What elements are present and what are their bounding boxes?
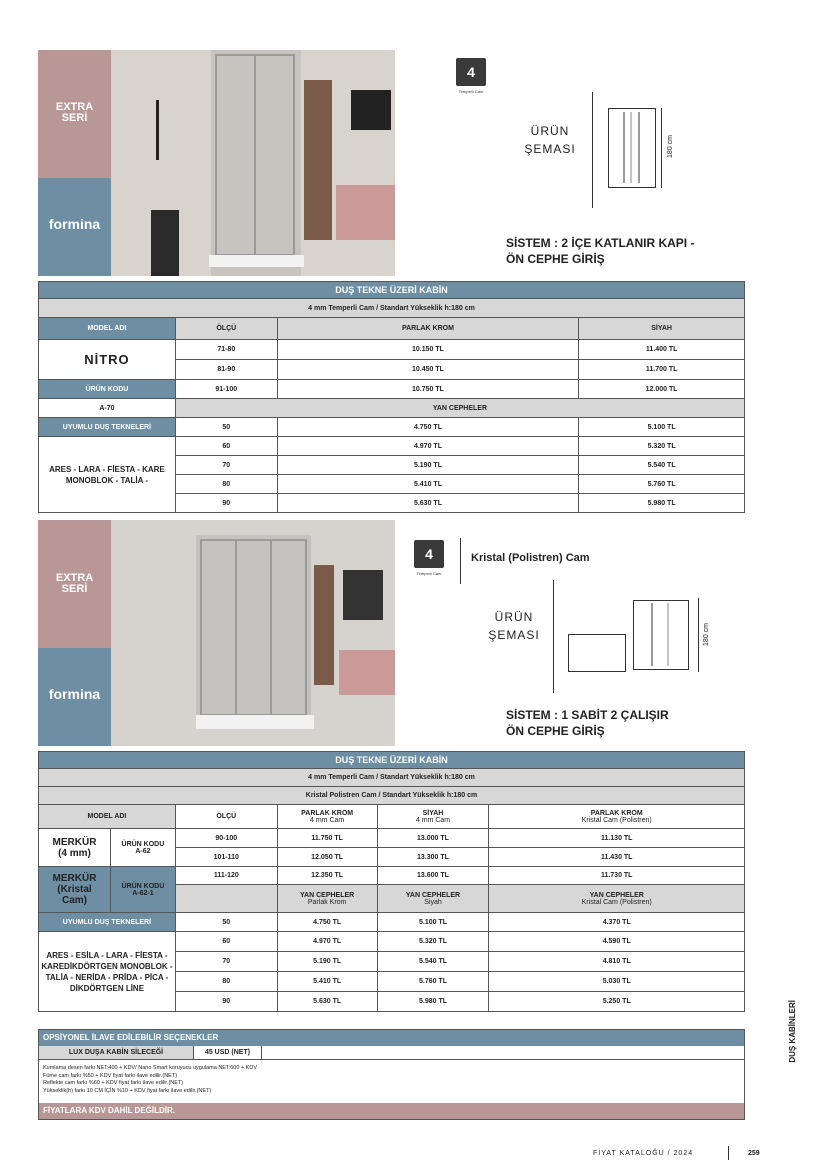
code-value: A-62-1: [132, 889, 154, 897]
system-line2: ÖN CEPHE GİRİŞ: [506, 724, 605, 738]
col-chrome: [277, 805, 377, 829]
col-chrome: PARLAK KROM: [277, 318, 579, 340]
chrome-price: 10.150 TL: [277, 340, 579, 360]
model1-line2: (4 mm): [58, 847, 91, 859]
catalog-footer: FİYAT KATALOĞU / 2024: [593, 1150, 694, 1157]
option-item-price: 45 USD (NET): [194, 1046, 262, 1059]
model-name: [39, 867, 111, 913]
col-black: [377, 805, 489, 829]
side-h3-title: YAN CEPHELER: [589, 891, 644, 899]
glass-note: Kristal Polistren Cam / Standart Yükseklik h:180 cm: [39, 787, 745, 805]
glass-note: 4 mm Temperli Cam / Standart Yükseklik h:180 cm: [39, 299, 745, 318]
page-number: 259: [748, 1150, 760, 1157]
glass-note: 4 mm Temperli Cam / Standart Yükseklik h:180 cm: [39, 769, 745, 787]
compat-label: UYUMLU DUŞ TEKNELERİ: [39, 913, 176, 932]
options-title: OPSİYONEL İLAVE EDİLEBİLİR SEÇENEKLER: [39, 1030, 744, 1046]
schema-label: [484, 608, 544, 644]
side-h3-sub: Kristal Cam (Polistren): [581, 898, 652, 906]
black-price: 12.000 TL: [579, 380, 745, 399]
col-size: ÖLÇÜ: [175, 805, 277, 829]
chrome-price: 5.630 TL: [277, 494, 579, 513]
col-black-sub: 4 mm Cam: [415, 816, 451, 824]
crystal-price: 11.730 TL: [489, 867, 745, 885]
crystal-price: 11.130 TL: [489, 829, 745, 848]
chrome-price: 11.750 TL: [277, 829, 377, 848]
col-crystal: [489, 805, 745, 829]
schema-height: 180 cm: [667, 135, 674, 158]
system-line2: ÖN CEPHE GİRİŞ: [506, 252, 605, 266]
side-h1-title: YAN CEPHELER: [300, 891, 355, 899]
glass-type: Kristal (Polistren) Cam: [471, 552, 590, 564]
merkur-price-table: [38, 751, 745, 1012]
product-code: A-70: [39, 399, 176, 418]
side-h1: [277, 885, 377, 913]
size-cell: 60: [175, 932, 277, 952]
temperli-cam-badge: 4: [414, 540, 444, 568]
model1-line1: MERKÜR: [52, 836, 97, 848]
size-cell: 60: [175, 437, 277, 456]
black-price: 5.320 TL: [377, 932, 489, 952]
size-cell: 80: [175, 475, 277, 494]
black-price: 5.760 TL: [377, 972, 489, 992]
chrome-price: 5.190 TL: [277, 456, 579, 475]
option-item: LUX DUŞA KABİN SİLECEĞİ: [39, 1046, 194, 1059]
system-description: [506, 235, 746, 267]
model2-line1: MERKÜR: [52, 873, 97, 884]
model-name: NİTRO: [39, 340, 176, 380]
side-h2: [377, 885, 489, 913]
size-cell: 71-80: [175, 340, 277, 360]
chrome-price: 10.750 TL: [277, 380, 579, 399]
badge-divider: [460, 538, 461, 584]
chrome-price: 4.750 TL: [277, 913, 377, 932]
black-price: 5.540 TL: [377, 952, 489, 972]
schema-label-line2: ŞEMASI: [524, 142, 576, 156]
extra-seri-label: EXTRA SERİ: [55, 101, 94, 124]
system-line1: SİSTEM : 2 İÇE KATLANIR KAPI -: [506, 236, 695, 250]
col-black: SİYAH: [579, 318, 745, 340]
chrome-price: 5.410 TL: [277, 972, 377, 992]
black-price: 5.100 TL: [579, 418, 745, 437]
size-cell: 90: [175, 992, 277, 1012]
size-cell: 70: [175, 456, 277, 475]
schema-height: 180 cm: [703, 623, 710, 646]
formina-logo: formina: [48, 216, 101, 232]
black-price: 11.700 TL: [579, 360, 745, 380]
code-value: A-62: [135, 847, 151, 855]
table-title: DUŞ TEKNE ÜZERİ KABİN: [39, 752, 745, 769]
compat-trays: ARES - LARA - FİESTA - KARE MONOBLOK - TALİA -: [39, 437, 176, 513]
side-h3: [489, 885, 745, 913]
option-note: Kumlama desen farkı NET:400 + KDV/ Nano Smart koruyucu uygulama NET:600 + KDV: [43, 1065, 257, 1071]
blank-cell: [175, 885, 277, 913]
code-label: ÜRÜN KODU: [121, 882, 165, 890]
model2-line2: (Kristal: [57, 884, 92, 895]
side-h2-sub: Siyah: [424, 898, 442, 906]
height-dimension-line: [698, 598, 699, 672]
product-photo: [111, 50, 395, 276]
schema-label: [520, 122, 580, 158]
black-price: 11.400 TL: [579, 340, 745, 360]
formina-logo: formina: [48, 686, 101, 702]
option-note: Yükseklik(h) farkı 10 CM İÇİN %10 + KDV fiyat farkı ilave edilir.(NET): [43, 1087, 212, 1094]
model-name: [39, 829, 111, 867]
black-price: 5.540 TL: [579, 456, 745, 475]
code-label: ÜRÜN KODU: [39, 380, 176, 399]
shower-illustration: [111, 520, 395, 746]
col-crystal-title: PARLAK KROM: [590, 809, 643, 817]
side-tab: DUŞ KABİNLERİ: [788, 1000, 797, 1063]
size-cell: 50: [175, 418, 277, 437]
black-price: 5.980 TL: [579, 494, 745, 513]
col-chrome-sub: 4 mm Cam: [310, 816, 345, 824]
chrome-price: 5.630 TL: [277, 992, 377, 1012]
schema-drawing: [608, 108, 656, 188]
schema-front-view: [633, 600, 689, 670]
crystal-price: 11.430 TL: [489, 848, 745, 867]
size-cell: 90-100: [175, 829, 277, 848]
chrome-price: 5.410 TL: [277, 475, 579, 494]
options-item-row: [39, 1046, 744, 1060]
size-cell: 101-110: [175, 848, 277, 867]
crystal-price: 4.590 TL: [489, 932, 745, 952]
chrome-price: 12.350 TL: [277, 867, 377, 885]
schema-divider: [553, 580, 554, 693]
option-note: Reflekte cam farkı %60 + KDV fiyat farkı ilave edilir.(NET): [43, 1080, 184, 1086]
size-cell: 80: [175, 972, 277, 992]
price-footer: FİYATLARA KDV DAHİL DEĞİLDİR.: [39, 1103, 744, 1119]
black-price: 13.600 TL: [377, 867, 489, 885]
chrome-price: 5.190 TL: [277, 952, 377, 972]
black-price: 13.000 TL: [377, 829, 489, 848]
col-size: ÖLÇÜ: [175, 318, 277, 340]
size-cell: 91-100: [175, 380, 277, 399]
schema-label-line1: ÜRÜN: [494, 610, 534, 624]
crystal-price: 4.370 TL: [489, 913, 745, 932]
black-price: 5.980 TL: [377, 992, 489, 1012]
black-price: 13.300 TL: [377, 848, 489, 867]
nitro-price-table: [38, 281, 745, 513]
code-label: ÜRÜN KODU: [121, 840, 165, 848]
footer-divider: [728, 1146, 729, 1160]
system-description: [506, 707, 746, 739]
col-model: MODEL ADI: [39, 318, 176, 340]
crystal-price: 4.810 TL: [489, 952, 745, 972]
col-black-title: SİYAH: [422, 809, 444, 817]
size-cell: 90: [175, 494, 277, 513]
table-title: DUŞ TEKNE ÜZERİ KABİN: [39, 282, 745, 299]
schema-plan-view: [568, 634, 626, 672]
col-chrome-title: PARLAK KROM: [301, 809, 354, 817]
col-crystal-sub: Kristal Cam (Polistren): [581, 816, 652, 824]
chrome-price: 4.970 TL: [277, 932, 377, 952]
system-line1: SİSTEM : 1 SABİT 2 ÇALIŞIR: [506, 708, 669, 722]
side-h1-sub: Parlak Krom: [307, 898, 347, 906]
size-cell: 70: [175, 952, 277, 972]
side-h2-title: YAN CEPHELER: [405, 891, 461, 899]
black-price: 5.100 TL: [377, 913, 489, 932]
schema-label-line1: ÜRÜN: [530, 124, 570, 138]
product-photo: [111, 520, 395, 746]
crystal-price: 5.030 TL: [489, 972, 745, 992]
temperli-cam-badge: 4: [456, 58, 486, 86]
model2-line3: Cam): [61, 895, 87, 906]
options-box: [38, 1029, 745, 1120]
size-cell: 81-90: [175, 360, 277, 380]
compat-trays: ARES - ESİLA - LARA - FİESTA - KAREDİKDÖRTGEN MONOBLOK - TALİA - NERİDA - PRİDA - PİCA - DİKDÖRTGEN LİNE: [39, 932, 176, 1012]
size-cell: 50: [175, 913, 277, 932]
badge-caption: Temperli Cam: [416, 571, 442, 576]
chrome-price: 10.450 TL: [277, 360, 579, 380]
option-note: Füme cam farkı %50 + KDV fiyat farkı ilave edilir.(NET): [43, 1072, 178, 1079]
chrome-price: 12.050 TL: [277, 848, 377, 867]
badge-caption: Temperli Cam: [458, 89, 484, 94]
compat-label: UYUMLU DUŞ TEKNELERİ: [39, 418, 176, 437]
chrome-price: 4.970 TL: [277, 437, 579, 456]
crystal-price: 5.250 TL: [489, 992, 745, 1012]
size-cell: 111-120: [175, 867, 277, 885]
height-dimension-line: [661, 108, 662, 188]
black-price: 5.320 TL: [579, 437, 745, 456]
col-model: MODEL ADI: [39, 805, 176, 829]
product-code: [110, 867, 175, 913]
schema-label-line2: ŞEMASI: [488, 628, 540, 642]
shower-illustration: [111, 50, 395, 276]
product-code: [110, 829, 175, 867]
black-price: 5.760 TL: [579, 475, 745, 494]
options-notes: [39, 1060, 744, 1100]
chrome-price: 4.750 TL: [277, 418, 579, 437]
side-panels-header: YAN CEPHELER: [175, 399, 744, 418]
extra-seri-label: EXTRA SERİ: [55, 572, 94, 595]
schema-divider: [592, 92, 593, 208]
